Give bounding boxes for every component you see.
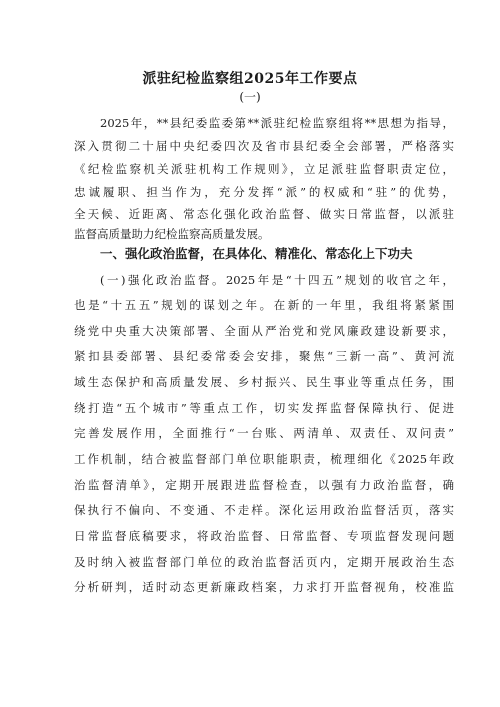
paragraph-line: 绕党中央重大决策部署、全面从严治党和党风廉政建设新要求， <box>74 324 454 338</box>
paragraph-line: 域生态保护和高质量发展、乡村振兴、民生事业等重点任务，围 <box>74 375 454 389</box>
intro-line: 忠诚履职、担当作为，充分发挥“派”的权威和“驻”的优势， <box>74 185 454 199</box>
paragraph-line: 治监督清单》，定期开展跟进监督检查，以强有力政治监督，确 <box>74 478 454 492</box>
paragraph-line: 绕打造“五个城市”等重点工作，切实发挥监督保障执行、促进 <box>74 401 454 415</box>
paragraph-line: 也是“十五五”规划的谋划之年。在新的一年里，我组将紧紧围 <box>74 298 454 312</box>
paragraph-line: 分析研判，适时动态更新廉政档案，力求打开监督视角，校准监 <box>74 580 454 594</box>
intro-line: 2025年，**县纪委监委第**派驻纪检监察组将**思想为指导， <box>100 116 454 130</box>
intro-line: 深入贯彻二十届中央纪委四次及省市县纪委全会部署，严格落实 <box>74 139 454 153</box>
document-subtitle: (一) <box>239 90 261 104</box>
paragraph-line: 工作机制，结合被监督部门单位职能职责，梳理细化《2025年政 <box>74 452 454 466</box>
document-title: 派驻纪检监察组2025年工作要点 <box>142 71 358 87</box>
intro-line: 监督高质量助力纪检监察高质量发展。 <box>74 227 270 241</box>
intro-line: 《纪检监察机关派驻机构工作规则》，立足派驻监督职责定位， <box>74 162 454 176</box>
paragraph-line: 完善发展作用，全面推行“一台账、两清单、双责任、双问责” <box>74 426 454 440</box>
paragraph-line: (一)强化政治监督。2025年是“十四五”规划的收官之年， <box>100 273 454 287</box>
paragraph-line: 及时纳入被监督部门单位的政治监督活页内，定期开展政治生态 <box>74 555 454 569</box>
intro-line: 全天候、近距离、常态化强化政治监督、做实日常监督，以派驻 <box>74 207 454 221</box>
paragraph-line: 紧扣县委部署、县纪委常委会安排，聚焦“三新一高”、黄河流 <box>74 349 454 363</box>
section-heading: 一、强化政治监督，在具体化、精准化、常态化上下功夫 <box>100 246 413 261</box>
paragraph-line: 日常监督底稿要求，将政治监督、日常监督、专项监督发现问题 <box>74 529 454 543</box>
paragraph-line: 保执行不偏向、不变通、不走样。深化运用政治监督活页，落实 <box>74 503 454 517</box>
